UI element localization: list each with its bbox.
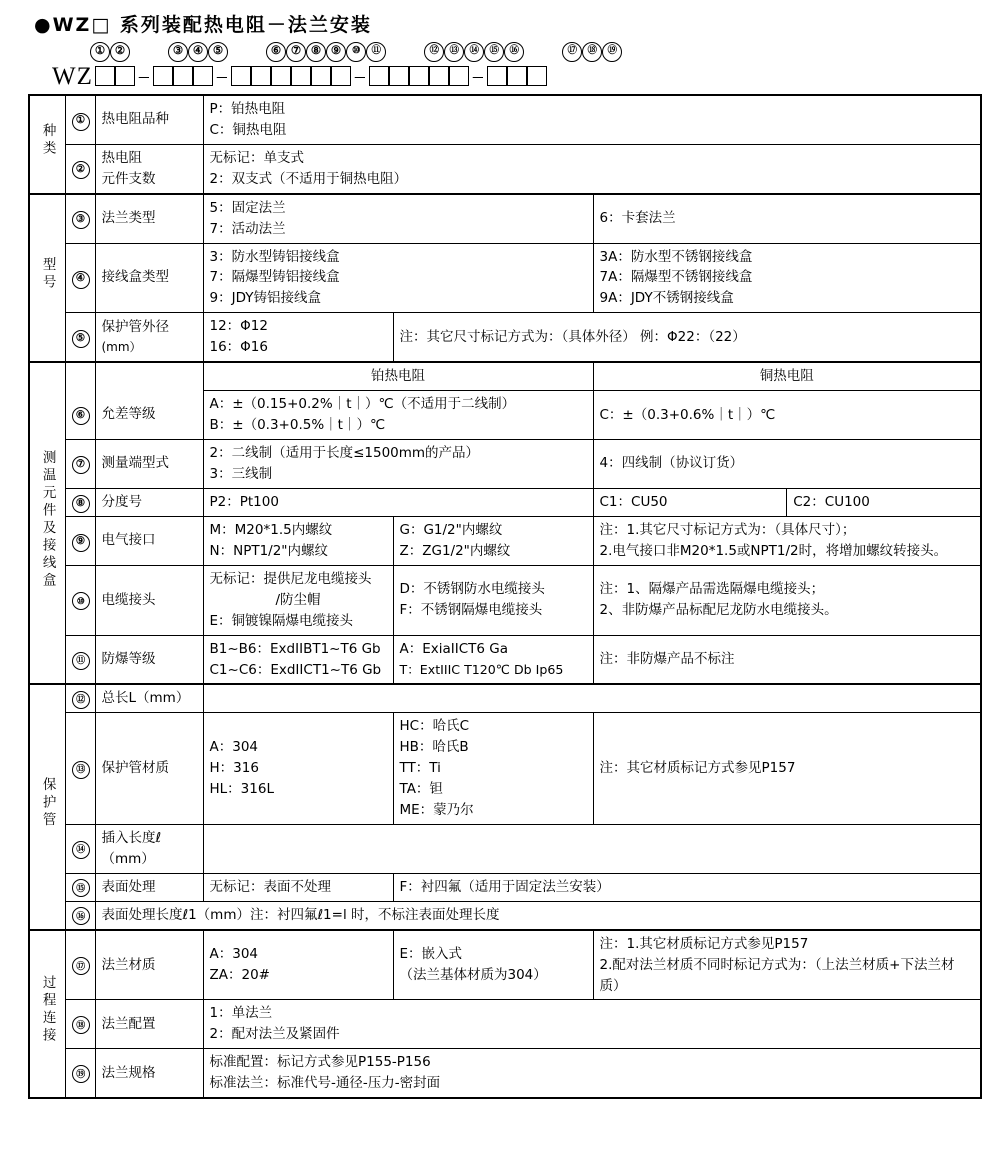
row-label-15: 表面处理 — [95, 873, 203, 901]
row-content-9-col2: G：G1/2"内螺纹 Z：ZG1/2"内螺纹 — [393, 517, 593, 566]
code-box-10[interactable] — [311, 66, 331, 86]
row-content-7-col2: 4：四线制（协议订货） — [593, 439, 981, 488]
code-box-row — [52, 62, 976, 90]
row-content-6-col1: A：±（0.15+0.2%｜t｜）℃（不适用于二线制） B：±（0.3+0.5%｜t｜）℃ — [203, 391, 593, 440]
row-label-16: 表面处理长度ℓ1（mm）注：衬四氟ℓ1=l 时，不标注表面处理长度 — [95, 901, 981, 929]
table-row-6 — [29, 391, 981, 440]
row-content-19: 标准配置：标记方式参见P155-P156 标准法兰：标准代号-通径-压力-密封面 — [203, 1049, 981, 1098]
row-label-2: 热电阻 元件支数 — [95, 144, 203, 193]
code-marker-3: ③ — [168, 42, 188, 62]
code-marker-8: ⑧ — [306, 42, 326, 62]
row-label-17: 法兰材质 — [95, 930, 203, 1000]
row-number-12: ⑫ — [65, 684, 95, 712]
group-label-model: 型号 — [29, 194, 65, 362]
row-content-11-col1: B1~B6：ExdIIBT1~T6 Gb C1~C6：ExdIICT1~T6 Gb — [203, 635, 393, 684]
code-marker-9: ⑨ — [326, 42, 346, 62]
code-dash-3: – — [354, 65, 365, 87]
row-number-4: ④ — [65, 243, 95, 313]
table-row-2 — [29, 144, 981, 193]
code-box-7[interactable] — [251, 66, 271, 86]
group-label-sensor-box: 测温元件及接线盒 — [29, 362, 65, 684]
row-content-3-col1: 5：固定法兰 7：活动法兰 — [203, 194, 593, 243]
header-copper-rtd: 铜热电阻 — [593, 362, 981, 390]
code-marker-14: ⑭ — [464, 42, 484, 62]
code-box-19[interactable] — [527, 66, 547, 86]
row-content-18: 1：单法兰 2：配对法兰及紧固件 — [203, 1000, 981, 1049]
row-number-16: ⑯ — [65, 901, 95, 929]
row-label-13: 保护管材质 — [95, 713, 203, 825]
row-content-10-col2: D：不锈钢防水电缆接头 F：不锈钢隔爆电缆接头 — [393, 565, 593, 635]
code-box-8[interactable] — [271, 66, 291, 86]
row-content-17-col1: A：304 ZA：20# — [203, 930, 393, 1000]
row-content-8-col3: C2：CU100 — [793, 493, 870, 510]
table-row-1 — [29, 95, 981, 144]
group-label-protect-tube: 保护管 — [29, 684, 65, 929]
row-label-8: 分度号 — [95, 488, 203, 516]
row-label-4: 接线盒类型 — [95, 243, 203, 313]
row-content-9-note: 注：1.其它尺寸标记方式为：（具体尺寸）； 2.电气接口非M20*1.5或NPT1/2时，将增加螺纹转接头。 — [593, 517, 981, 566]
row-number-13: ⑬ — [65, 713, 95, 825]
code-dash-1: – — [138, 65, 149, 87]
table-row-17 — [29, 930, 981, 1000]
code-marker-18: ⑱ — [582, 42, 602, 62]
code-box-6[interactable] — [231, 66, 251, 86]
row-content-8-right — [593, 488, 981, 516]
code-marker-19: ⑲ — [602, 42, 622, 62]
row-content-9-col1: M：M20*1.5内螺纹 N：NPT1/2"内螺纹 — [203, 517, 393, 566]
code-dash-2: – — [216, 65, 227, 87]
row-label-7: 测量端型式 — [95, 439, 203, 488]
row-label-14: 插入长度ℓ（mm） — [95, 824, 203, 873]
row-label-18: 法兰配置 — [95, 1000, 203, 1049]
row-label-5: 保护管外径 (mm） — [95, 313, 203, 362]
row-label-3: 法兰类型 — [95, 194, 203, 243]
row-content-10-note: 注：1、隔爆产品需选隔爆电缆接头； 2、非防爆产品标配尼龙防水电缆接头。 — [593, 565, 981, 635]
code-box-12[interactable] — [369, 66, 389, 86]
row-content-8-col2: C1：CU50 — [594, 489, 787, 516]
code-marker-1: ① — [90, 42, 110, 62]
code-box-14[interactable] — [409, 66, 429, 86]
table-row-10 — [29, 565, 981, 635]
row-number-6-spacer — [65, 362, 95, 390]
row-content-3-col2: 6：卡套法兰 — [593, 194, 981, 243]
row-number-18: ⑱ — [65, 1000, 95, 1049]
code-marker-7: ⑦ — [286, 42, 306, 62]
table-row-11 — [29, 635, 981, 684]
row-content-5-note: 注：其它尺寸标记方式为：（具体外径） 例：Φ22：（22） — [393, 313, 981, 362]
code-marker-15: ⑮ — [484, 42, 504, 62]
row-label-6: 允差等级 — [95, 391, 203, 440]
table-row-18 — [29, 1000, 981, 1049]
row-content-4-col2: 3A：防水型不锈钢接线盒 7A：隔爆型不锈钢接线盒 9A：JDY不锈钢接线盒 — [593, 243, 981, 313]
page-title — [34, 10, 976, 36]
row-label-10: 电缆接头 — [95, 565, 203, 635]
table-row-sensor-head — [29, 362, 981, 390]
row-label-19: 法兰规格 — [95, 1049, 203, 1098]
row-number-6: ⑥ — [65, 391, 95, 440]
table-row-19 — [29, 1049, 981, 1098]
row-content-11-note: 注：非防爆产品不标注 — [593, 635, 981, 684]
row-content-13-note: 注：其它材质标记方式参见P157 — [593, 713, 981, 825]
row-content-13-col1: A：304 H：316 HL：316L — [203, 713, 393, 825]
row-number-9: ⑨ — [65, 517, 95, 566]
table-row-15 — [29, 873, 981, 901]
table-row-12 — [29, 684, 981, 712]
row-content-6-col2: C：±（0.3+0.6%｜t｜）℃ — [593, 391, 981, 440]
row-number-11: ⑪ — [65, 635, 95, 684]
row-content-2: 无标记：单支式 2：双支式（不适用于铜热电阻） — [203, 144, 981, 193]
row-number-5: ⑤ — [65, 313, 95, 362]
code-box-16[interactable] — [449, 66, 469, 86]
row-number-2: ② — [65, 144, 95, 193]
code-marker-6: ⑥ — [266, 42, 286, 62]
code-prefix: WZ — [52, 62, 93, 90]
page-title-text: ●WZ□ 系列装配热电阻－法兰安装 — [34, 13, 372, 36]
code-box-17[interactable] — [487, 66, 507, 86]
row-content-7-col1: 2：二线制（适用于长度≤1500mm的产品） 3：三线制 — [203, 439, 593, 488]
row-number-8: ⑧ — [65, 488, 95, 516]
specification-table — [28, 94, 982, 1099]
code-marker-4: ④ — [188, 42, 208, 62]
row-number-19: ⑲ — [65, 1049, 95, 1098]
code-box-3[interactable] — [153, 66, 173, 86]
table-row-3 — [29, 194, 981, 243]
row-label-6-spacer — [95, 362, 203, 390]
row-label-1: 热电阻品种 — [95, 95, 203, 144]
header-platinum-rtd: 铂热电阻 — [203, 362, 593, 390]
table-row-8 — [29, 488, 981, 516]
group-label-process-conn: 过程连接 — [29, 930, 65, 1098]
code-box-1[interactable] — [95, 66, 115, 86]
row-number-17: ⑰ — [65, 930, 95, 1000]
table-row-13 — [29, 713, 981, 825]
code-marker-2: ② — [110, 42, 130, 62]
code-marker-13: ⑬ — [444, 42, 464, 62]
row-label-12: 总长L（mm） — [95, 684, 203, 712]
row-content-13-col2: HC：哈氏C HB：哈氏B TT：Ti TA：钽 ME：蒙乃尔 — [393, 713, 593, 825]
code-dash-4: – — [472, 65, 483, 87]
row-number-10: ⑩ — [65, 565, 95, 635]
row-content-14 — [203, 824, 981, 873]
code-box-13[interactable] — [389, 66, 409, 86]
row-number-15: ⑮ — [65, 873, 95, 901]
code-box-4[interactable] — [173, 66, 193, 86]
row-number-3: ③ — [65, 194, 95, 243]
row-content-12 — [203, 684, 981, 712]
row-content-4-col1: 3：防水型铸铝接线盒 7：隔爆型铸铝接线盒 9：JDY铸铝接线盒 — [203, 243, 593, 313]
code-box-18[interactable] — [507, 66, 527, 86]
product-code-diagram — [52, 40, 976, 90]
code-circle-row — [52, 40, 976, 62]
code-marker-11: ⑪ — [366, 42, 386, 62]
group-label-kind: 种类 — [29, 95, 65, 194]
code-box-9[interactable] — [291, 66, 311, 86]
code-marker-16: ⑯ — [504, 42, 524, 62]
row-number-7: ⑦ — [65, 439, 95, 488]
code-box-2[interactable] — [115, 66, 135, 86]
code-marker-5: ⑤ — [208, 42, 228, 62]
table-row-5 — [29, 313, 981, 362]
code-box-5[interactable] — [193, 66, 213, 86]
table-row-9 — [29, 517, 981, 566]
row-content-17-note: 注：1.其它材质标记方式参见P157 2.配对法兰材质不同时标记方式为：（上法兰材质+下法兰材质） — [593, 930, 981, 1000]
row-content-1: P：铂热电阻 C：铜热电阻 — [203, 95, 981, 144]
code-marker-12: ⑫ — [424, 42, 444, 62]
row-content-15-col2: F：衬四氟（适用于固定法兰安装） — [393, 873, 981, 901]
row-content-10-col1: 无标记：提供尼龙电缆接头 /防尘帽 E：铜镀镍隔爆电缆接头 — [203, 565, 393, 635]
code-box-11[interactable] — [331, 66, 351, 86]
table-row-4 — [29, 243, 981, 313]
code-marker-10: ⑩ — [346, 42, 366, 62]
table-row-7 — [29, 439, 981, 488]
table-row-16 — [29, 901, 981, 929]
row-number-1: ① — [65, 95, 95, 144]
table-row-14 — [29, 824, 981, 873]
row-content-5-col1: 12：Φ12 16：Φ16 — [203, 313, 393, 362]
row-content-8-col1: P2：Pt100 — [203, 488, 593, 516]
code-marker-17: ⑰ — [562, 42, 582, 62]
row-label-11: 防爆等级 — [95, 635, 203, 684]
row-content-15-col1: 无标记：表面不处理 — [203, 873, 393, 901]
row-number-14: ⑭ — [65, 824, 95, 873]
code-box-15[interactable] — [429, 66, 449, 86]
row-content-11-col2: A：ExiaIICT6 Ga T：ExtIIIC T120℃ Db Ip65 — [393, 635, 593, 684]
row-content-17-col2: E：嵌入式 （法兰基体材质为304） — [393, 930, 593, 1000]
row-label-9: 电气接口 — [95, 517, 203, 566]
